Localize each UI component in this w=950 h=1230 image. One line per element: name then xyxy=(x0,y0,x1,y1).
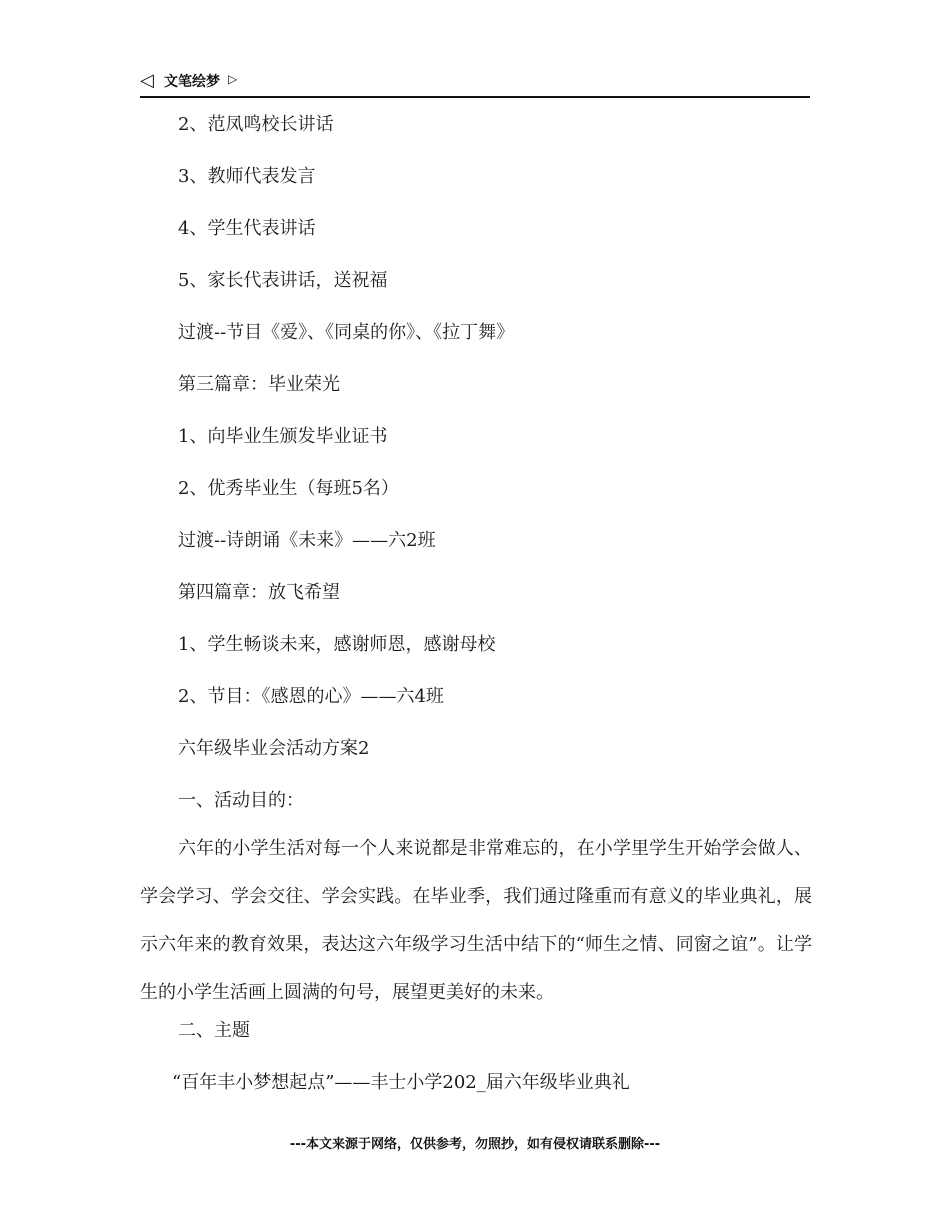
text-line: 过渡--节目《爱》、《同桌的你》、《拉丁舞》 xyxy=(178,322,515,343)
body-paragraph: 六年的小学生活对每一个人来说都是非常难忘的，在小学里学生开始学会做人、学会学习、学会交往、学会实践。在毕业季，我们通过隆重而有意义的毕业典礼，展示六年来的教育效果，表达这六年级学习生活中结下的“师生之情、同窗之谊”。让学生的小学生活画上圆满的句号，展望更美好的未来。 xyxy=(140,838,812,1003)
document-title: 六年级毕业会活动方案2 xyxy=(178,738,370,759)
text-line: 1、学生畅谈未来，感谢师恩，感谢母校 xyxy=(178,634,496,655)
text-line: 2、范凤鸣校长讲话 xyxy=(178,114,334,135)
text-line: 5、家长代表讲话，送祝福 xyxy=(178,270,388,291)
section-heading: 第四篇章：放飞希望 xyxy=(178,582,340,603)
text-line: 2、节目：《感恩的心》——六4班 xyxy=(178,686,444,707)
text-line: 过渡--诗朗诵《未来》——六2班 xyxy=(178,530,436,551)
text-line: 3、教师代表发言 xyxy=(178,166,316,187)
text-line: 4、学生代表讲话 xyxy=(178,218,316,239)
text-line: 1、向毕业生颁发毕业证书 xyxy=(178,426,388,447)
section-heading: 二、主题 xyxy=(178,1020,250,1041)
text-line: 2、优秀毕业生（每班5名） xyxy=(178,478,399,499)
triangle-left-icon: ◁ xyxy=(140,70,154,91)
page-header xyxy=(140,70,810,98)
header-brand: 文笔绘梦 xyxy=(164,74,220,90)
triangle-right-icon: ▷ xyxy=(228,72,238,86)
theme-line: “百年丰小梦想起点”——丰士小学202_届六年级毕业典礼 xyxy=(172,1072,630,1093)
section-heading: 一、活动目的： xyxy=(178,790,304,811)
footer-disclaimer: ---本文来源于网络，仅供参考，勿照抄，如有侵权请联系删除--- xyxy=(289,1137,661,1152)
section-heading: 第三篇章：毕业荣光 xyxy=(178,374,340,395)
